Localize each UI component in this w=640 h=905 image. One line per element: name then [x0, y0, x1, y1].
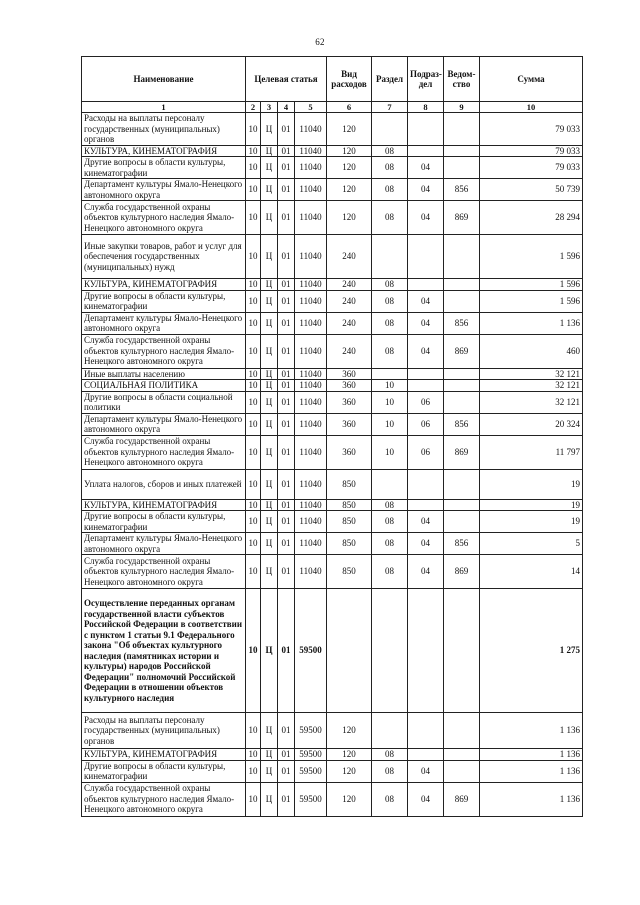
cell-target-3: 01	[278, 290, 295, 312]
cell-target-1: 10	[246, 760, 261, 782]
table-row	[82, 469, 583, 499]
cell-expense-type: 850	[327, 511, 372, 533]
table-row	[82, 145, 583, 157]
cell-section: 08	[372, 749, 408, 761]
cell-section: 08	[372, 312, 408, 334]
table-body	[82, 113, 583, 817]
cell-target-3: 01	[278, 413, 295, 435]
cell-target-4: 11040	[295, 201, 327, 235]
cell-target-2: Ц	[261, 201, 278, 235]
table-row	[82, 533, 583, 555]
cell-target-1: 10	[246, 145, 261, 157]
cell-department	[444, 380, 480, 392]
cell-target-1: 10	[246, 157, 261, 179]
cell-section: 08	[372, 499, 408, 511]
cell-target-4: 11040	[295, 312, 327, 334]
cell-name: Департамент культуры Ямало-Ненецкого автономного округа	[82, 179, 246, 201]
table-row	[82, 589, 583, 713]
column-number: 3	[261, 102, 278, 113]
cell-target-2: Ц	[261, 511, 278, 533]
header-name: Наименование	[82, 57, 246, 102]
table-row	[82, 157, 583, 179]
cell-amount: 19	[480, 499, 583, 511]
cell-name: КУЛЬТУРА, КИНЕМАТОГРАФИЯ	[82, 749, 246, 761]
cell-expense-type: 360	[327, 413, 372, 435]
cell-expense-type: 240	[327, 235, 372, 279]
cell-department	[444, 290, 480, 312]
cell-department	[444, 760, 480, 782]
cell-expense-type: 240	[327, 334, 372, 368]
cell-department: 869	[444, 555, 480, 589]
cell-target-2: Ц	[261, 380, 278, 392]
cell-section: 08	[372, 157, 408, 179]
cell-section: 08	[372, 511, 408, 533]
cell-target-1: 10	[246, 201, 261, 235]
cell-department	[444, 749, 480, 761]
cell-target-3: 01	[278, 312, 295, 334]
cell-subsection: 04	[408, 290, 444, 312]
cell-target-1: 10	[246, 368, 261, 380]
header-subsection: Подраз-дел	[408, 57, 444, 102]
table-row	[82, 179, 583, 201]
cell-amount: 1 136	[480, 760, 583, 782]
cell-name: Другие вопросы в области культуры, кинематографии	[82, 157, 246, 179]
cell-target-4: 11040	[295, 157, 327, 179]
cell-target-3: 01	[278, 113, 295, 146]
cell-amount: 79 033	[480, 113, 583, 146]
cell-target-1: 10	[246, 279, 261, 291]
cell-subsection	[408, 235, 444, 279]
cell-section: 08	[372, 179, 408, 201]
cell-expense-type: 360	[327, 380, 372, 392]
column-number: 7	[372, 102, 408, 113]
header-target-article: Целевая статья	[246, 57, 327, 102]
cell-expense-type: 850	[327, 533, 372, 555]
cell-subsection: 04	[408, 533, 444, 555]
cell-department	[444, 499, 480, 511]
cell-subsection	[408, 368, 444, 380]
cell-target-3: 01	[278, 157, 295, 179]
cell-subsection: 04	[408, 555, 444, 589]
table-row	[82, 749, 583, 761]
cell-department	[444, 713, 480, 749]
cell-expense-type: 850	[327, 499, 372, 511]
table-row	[82, 201, 583, 235]
cell-department	[444, 589, 480, 713]
cell-department	[444, 391, 480, 413]
cell-target-1: 10	[246, 435, 261, 469]
cell-target-4: 11040	[295, 413, 327, 435]
cell-target-4: 11040	[295, 555, 327, 589]
cell-amount: 1 596	[480, 235, 583, 279]
column-number: 4	[278, 102, 295, 113]
cell-amount: 79 033	[480, 157, 583, 179]
cell-amount: 14	[480, 555, 583, 589]
cell-target-3: 01	[278, 279, 295, 291]
cell-name: Другие вопросы в области социальной политики	[82, 391, 246, 413]
cell-target-3: 01	[278, 368, 295, 380]
cell-target-3: 01	[278, 749, 295, 761]
cell-department	[444, 368, 480, 380]
cell-amount: 20 324	[480, 413, 583, 435]
cell-section: 08	[372, 782, 408, 816]
cell-amount: 5	[480, 533, 583, 555]
cell-name: Служба государственной охраны объектов культурного наследия Ямало-Ненецкого автономного округа	[82, 555, 246, 589]
cell-subsection: 04	[408, 334, 444, 368]
cell-name: Иные выплаты населению	[82, 368, 246, 380]
cell-subsection	[408, 279, 444, 291]
cell-target-2: Ц	[261, 157, 278, 179]
cell-section: 08	[372, 201, 408, 235]
cell-expense-type: 120	[327, 113, 372, 146]
cell-target-3: 01	[278, 760, 295, 782]
cell-target-1: 10	[246, 391, 261, 413]
cell-expense-type: 120	[327, 713, 372, 749]
table-row	[82, 713, 583, 749]
cell-section	[372, 469, 408, 499]
cell-name: Департамент культуры Ямало-Ненецкого автономного округа	[82, 413, 246, 435]
cell-department	[444, 469, 480, 499]
cell-target-4: 11040	[295, 435, 327, 469]
cell-target-1: 10	[246, 179, 261, 201]
column-number-row	[82, 102, 583, 113]
cell-target-1: 10	[246, 589, 261, 713]
cell-expense-type: 850	[327, 555, 372, 589]
column-number: 8	[408, 102, 444, 113]
cell-target-2: Ц	[261, 413, 278, 435]
cell-subsection	[408, 713, 444, 749]
cell-name: СОЦИАЛЬНАЯ ПОЛИТИКА	[82, 380, 246, 392]
cell-target-4: 11040	[295, 113, 327, 146]
cell-section: 08	[372, 555, 408, 589]
cell-department: 869	[444, 201, 480, 235]
cell-subsection: 06	[408, 435, 444, 469]
cell-target-1: 10	[246, 290, 261, 312]
cell-target-2: Ц	[261, 145, 278, 157]
cell-name: КУЛЬТУРА, КИНЕМАТОГРАФИЯ	[82, 145, 246, 157]
cell-target-2: Ц	[261, 713, 278, 749]
cell-amount: 1 275	[480, 589, 583, 713]
cell-department: 869	[444, 334, 480, 368]
cell-target-1: 10	[246, 533, 261, 555]
cell-department	[444, 157, 480, 179]
cell-name: Другие вопросы в области культуры, кинематографии	[82, 511, 246, 533]
cell-target-3: 01	[278, 499, 295, 511]
cell-target-4: 11040	[295, 511, 327, 533]
cell-target-2: Ц	[261, 533, 278, 555]
cell-target-2: Ц	[261, 312, 278, 334]
header-amount: Сумма	[480, 57, 583, 102]
cell-target-1: 10	[246, 312, 261, 334]
cell-target-4: 11040	[295, 391, 327, 413]
cell-target-4: 59500	[295, 749, 327, 761]
cell-target-2: Ц	[261, 499, 278, 511]
cell-target-3: 01	[278, 201, 295, 235]
cell-subsection	[408, 749, 444, 761]
cell-amount: 32 121	[480, 368, 583, 380]
cell-target-3: 01	[278, 334, 295, 368]
cell-target-4: 59500	[295, 713, 327, 749]
cell-target-1: 10	[246, 499, 261, 511]
table-row	[82, 334, 583, 368]
cell-expense-type: 360	[327, 391, 372, 413]
cell-target-2: Ц	[261, 782, 278, 816]
cell-department	[444, 145, 480, 157]
cell-target-2: Ц	[261, 435, 278, 469]
cell-section: 10	[372, 435, 408, 469]
cell-expense-type: 360	[327, 435, 372, 469]
cell-subsection: 04	[408, 157, 444, 179]
cell-subsection: 04	[408, 179, 444, 201]
cell-department: 869	[444, 782, 480, 816]
cell-name: КУЛЬТУРА, КИНЕМАТОГРАФИЯ	[82, 279, 246, 291]
cell-subsection: 04	[408, 511, 444, 533]
column-number: 9	[444, 102, 480, 113]
cell-target-4: 11040	[295, 145, 327, 157]
cell-name: Другие вопросы в области культуры, кинематографии	[82, 760, 246, 782]
cell-target-1: 10	[246, 713, 261, 749]
cell-amount: 79 033	[480, 145, 583, 157]
column-number: 6	[327, 102, 372, 113]
budget-table	[81, 56, 583, 817]
cell-department	[444, 235, 480, 279]
cell-target-4: 11040	[295, 380, 327, 392]
cell-subsection: 04	[408, 782, 444, 816]
header-expense-type: Вид расходов	[327, 57, 372, 102]
cell-expense-type: 120	[327, 157, 372, 179]
cell-section	[372, 589, 408, 713]
cell-amount: 32 121	[480, 380, 583, 392]
cell-name: Служба государственной охраны объектов культурного наследия Ямало-Ненецкого автономного округа	[82, 201, 246, 235]
cell-target-1: 10	[246, 334, 261, 368]
cell-target-2: Ц	[261, 179, 278, 201]
cell-target-1: 10	[246, 511, 261, 533]
cell-section	[372, 113, 408, 146]
cell-target-3: 01	[278, 391, 295, 413]
cell-target-4: 11040	[295, 279, 327, 291]
cell-target-1: 10	[246, 113, 261, 146]
column-number: 10	[480, 102, 583, 113]
cell-target-3: 01	[278, 435, 295, 469]
cell-expense-type: 240	[327, 279, 372, 291]
cell-target-3: 01	[278, 533, 295, 555]
cell-expense-type: 360	[327, 368, 372, 380]
cell-target-3: 01	[278, 145, 295, 157]
cell-section: 10	[372, 391, 408, 413]
cell-expense-type: 120	[327, 760, 372, 782]
cell-name: Служба государственной охраны объектов культурного наследия Ямало-Ненецкого автономного округа	[82, 334, 246, 368]
cell-subsection: 06	[408, 391, 444, 413]
cell-section: 08	[372, 145, 408, 157]
header-row	[82, 57, 583, 102]
cell-target-2: Ц	[261, 391, 278, 413]
cell-section: 08	[372, 533, 408, 555]
cell-subsection: 06	[408, 413, 444, 435]
cell-expense-type: 850	[327, 469, 372, 499]
cell-name: Служба государственной охраны объектов культурного наследия Ямало-Ненецкого автономного округа	[82, 435, 246, 469]
header-department: Ведом-ство	[444, 57, 480, 102]
cell-target-2: Ц	[261, 113, 278, 146]
cell-department: 856	[444, 533, 480, 555]
cell-name: Уплата налогов, сборов и иных платежей	[82, 469, 246, 499]
table-row	[82, 760, 583, 782]
table-row	[82, 235, 583, 279]
cell-target-1: 10	[246, 555, 261, 589]
cell-target-3: 01	[278, 511, 295, 533]
table-row	[82, 391, 583, 413]
cell-expense-type: 120	[327, 179, 372, 201]
cell-expense-type: 240	[327, 290, 372, 312]
cell-target-3: 01	[278, 469, 295, 499]
cell-target-4: 11040	[295, 290, 327, 312]
cell-amount: 1 596	[480, 279, 583, 291]
cell-target-3: 01	[278, 713, 295, 749]
table-row	[82, 511, 583, 533]
cell-target-4: 11040	[295, 235, 327, 279]
cell-target-1: 10	[246, 235, 261, 279]
cell-section: 10	[372, 413, 408, 435]
cell-subsection	[408, 113, 444, 146]
cell-name: Департамент культуры Ямало-Ненецкого автономного округа	[82, 533, 246, 555]
cell-section: 08	[372, 334, 408, 368]
cell-amount: 11 797	[480, 435, 583, 469]
cell-target-3: 01	[278, 555, 295, 589]
cell-section: 08	[372, 279, 408, 291]
table-row	[82, 555, 583, 589]
cell-department: 856	[444, 413, 480, 435]
cell-target-2: Ц	[261, 469, 278, 499]
cell-target-2: Ц	[261, 279, 278, 291]
cell-amount: 460	[480, 334, 583, 368]
cell-expense-type: 120	[327, 201, 372, 235]
cell-amount: 1 136	[480, 749, 583, 761]
cell-expense-type: 120	[327, 749, 372, 761]
cell-target-3: 01	[278, 782, 295, 816]
cell-amount: 1 136	[480, 312, 583, 334]
cell-amount: 50 739	[480, 179, 583, 201]
cell-target-4: 59500	[295, 782, 327, 816]
cell-target-2: Ц	[261, 290, 278, 312]
cell-department: 856	[444, 179, 480, 201]
cell-section	[372, 235, 408, 279]
cell-department	[444, 113, 480, 146]
column-number: 2	[246, 102, 261, 113]
cell-target-4: 11040	[295, 179, 327, 201]
cell-target-3: 01	[278, 179, 295, 201]
header-section: Раздел	[372, 57, 408, 102]
cell-section	[372, 713, 408, 749]
cell-target-3: 01	[278, 380, 295, 392]
cell-name: Расходы на выплаты персоналу государственных (муниципальных) органов	[82, 713, 246, 749]
cell-target-2: Ц	[261, 589, 278, 713]
table-row	[82, 782, 583, 816]
cell-amount: 19	[480, 511, 583, 533]
cell-amount: 32 121	[480, 391, 583, 413]
cell-target-4: 11040	[295, 368, 327, 380]
cell-target-4: 59500	[295, 760, 327, 782]
cell-expense-type	[327, 589, 372, 713]
page-number: 62	[315, 37, 325, 47]
cell-target-2: Ц	[261, 760, 278, 782]
table-row	[82, 499, 583, 511]
table-row	[82, 290, 583, 312]
table-row	[82, 113, 583, 146]
table-row	[82, 312, 583, 334]
table-row	[82, 380, 583, 392]
table-row	[82, 435, 583, 469]
cell-target-1: 10	[246, 413, 261, 435]
cell-subsection: 04	[408, 312, 444, 334]
cell-name: Департамент культуры Ямало-Ненецкого автономного округа	[82, 312, 246, 334]
cell-subsection	[408, 499, 444, 511]
cell-subsection	[408, 589, 444, 713]
cell-target-3: 01	[278, 589, 295, 713]
cell-amount: 19	[480, 469, 583, 499]
cell-name: Расходы на выплаты персоналу государственных (муниципальных) органов	[82, 113, 246, 146]
cell-department: 869	[444, 435, 480, 469]
cell-target-2: Ц	[261, 749, 278, 761]
cell-target-4: 59500	[295, 589, 327, 713]
cell-name: Осуществление переданных органам государственной власти субъектов Российской Федерации в соответствии с пунктом 1 статьи 9.1 Федерального закона "Об объектах культурного наследия (памятниках истории и культуры) народов Российской Федерации" полномочий Российской Федерации в отношении объектов культурного наследия	[82, 589, 246, 713]
column-number: 1	[82, 102, 246, 113]
cell-target-1: 10	[246, 782, 261, 816]
cell-target-1: 10	[246, 380, 261, 392]
cell-target-4: 11040	[295, 533, 327, 555]
cell-expense-type: 120	[327, 782, 372, 816]
cell-section	[372, 368, 408, 380]
cell-department	[444, 279, 480, 291]
cell-amount: 28 294	[480, 201, 583, 235]
cell-section: 08	[372, 760, 408, 782]
table-row	[82, 413, 583, 435]
cell-amount: 1 596	[480, 290, 583, 312]
cell-target-3: 01	[278, 235, 295, 279]
cell-subsection: 04	[408, 201, 444, 235]
cell-target-2: Ц	[261, 368, 278, 380]
cell-target-1: 10	[246, 749, 261, 761]
cell-section: 08	[372, 290, 408, 312]
cell-name: КУЛЬТУРА, КИНЕМАТОГРАФИЯ	[82, 499, 246, 511]
cell-subsection: 04	[408, 760, 444, 782]
cell-target-4: 11040	[295, 469, 327, 499]
cell-department	[444, 511, 480, 533]
cell-subsection	[408, 469, 444, 499]
cell-section: 10	[372, 380, 408, 392]
table-row	[82, 279, 583, 291]
cell-name: Иные закупки товаров, работ и услуг для обеспечения государственных (муниципальных) нужд	[82, 235, 246, 279]
cell-target-1: 10	[246, 469, 261, 499]
cell-target-4: 11040	[295, 334, 327, 368]
cell-expense-type: 120	[327, 145, 372, 157]
cell-subsection	[408, 145, 444, 157]
cell-name: Служба государственной охраны объектов культурного наследия Ямало-Ненецкого автономного округа	[82, 782, 246, 816]
cell-amount: 1 136	[480, 713, 583, 749]
cell-subsection	[408, 380, 444, 392]
cell-target-2: Ц	[261, 334, 278, 368]
cell-target-2: Ц	[261, 555, 278, 589]
cell-name: Другие вопросы в области культуры, кинематографии	[82, 290, 246, 312]
table-row	[82, 368, 583, 380]
cell-department: 856	[444, 312, 480, 334]
column-number: 5	[295, 102, 327, 113]
cell-target-2: Ц	[261, 235, 278, 279]
cell-target-4: 11040	[295, 499, 327, 511]
cell-expense-type: 240	[327, 312, 372, 334]
cell-amount: 1 136	[480, 782, 583, 816]
